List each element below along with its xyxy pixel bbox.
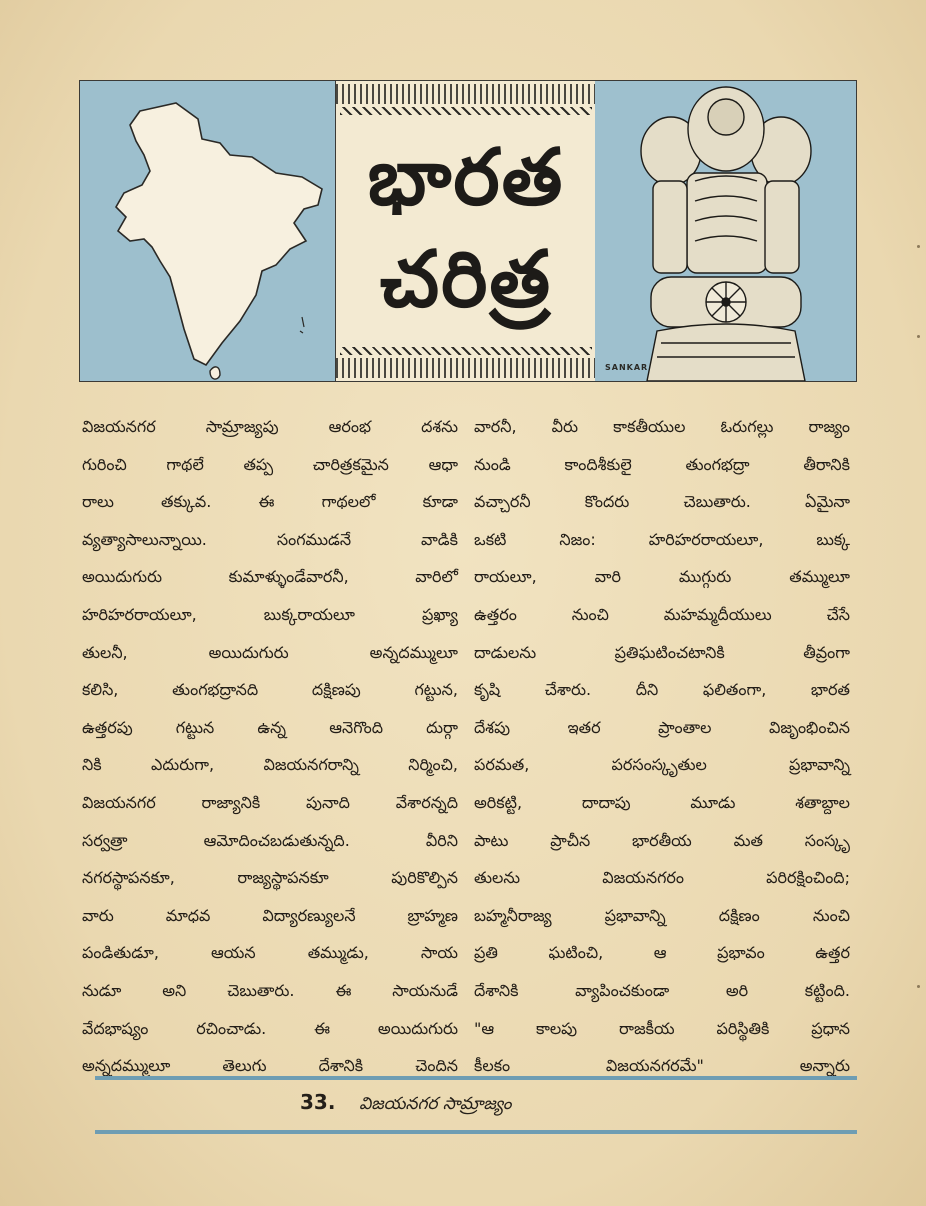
text-line: కృషి చేశారు. దీని ఫలితంగా, భారత xyxy=(474,680,850,700)
page-title-line1: భారత xyxy=(367,132,565,223)
ornament-border-top xyxy=(336,84,596,104)
text-line: దాడులను ప్రతిఘటించటానికి తీవ్రంగా xyxy=(474,642,850,662)
artist-signature: SANKAR xyxy=(605,363,649,372)
text-line: దేశానికి వ్యాపించకుండా అరి కట్టింది. xyxy=(474,980,850,1000)
text-line: వారనీ, వీరు కాకతీయుల ఓరుగల్లు రాజ్యం xyxy=(474,417,850,436)
footer-rule-top xyxy=(95,1076,857,1080)
india-map-panel xyxy=(80,81,335,381)
text-line: ఉత్తరపు గట్టున ఉన్న ఆనెగొంది దుర్గా xyxy=(82,717,458,737)
paper-speck xyxy=(917,335,920,338)
text-line: నుడూ అని చెబుతారు. ఈ సాయనుడే xyxy=(82,980,458,1000)
text-line: నుండి కాందిశీకులై తుంగభద్రా తీరానికి xyxy=(474,454,850,474)
text-line: ఉత్తరం నుంచి మహమ్మదీయులు చేసే xyxy=(474,604,850,624)
text-line: నికి ఎదురుగా, విజయనగరాన్ని నిర్మించి, xyxy=(82,755,458,775)
page-number: 33. xyxy=(300,1090,336,1114)
text-line: రాయలూ, వారి ముగ్గురు తమ్ములూ xyxy=(474,567,850,587)
india-map-icon xyxy=(80,81,335,381)
footer-rule-bottom xyxy=(95,1130,857,1134)
text-line: కీలకం విజయనగరమే" అన్నారు xyxy=(474,1056,850,1076)
text-line: అయిదుగురు కుమాళ్ళుండేవారనీ, వారిలో xyxy=(82,567,458,587)
paper-speck xyxy=(917,245,920,248)
header-banner xyxy=(79,80,857,382)
page-title-line2: చరిత్ర xyxy=(379,234,553,325)
text-line: తులనీ, అయిదుగురు అన్నదమ్ములూ xyxy=(82,642,458,662)
text-line: పాటు ప్రాచీన భారతీయ మత సంస్కృ xyxy=(474,830,850,850)
text-line: పండితుడూ, ఆయన తమ్ముడు, సాయ xyxy=(82,943,458,963)
emblem-panel xyxy=(595,81,856,381)
text-line: నగరస్థాపనకూ, రాజ్యస్థాపనకూ పురికొల్పిన xyxy=(82,868,458,888)
text-line: ప్రతి ఘటించి, ఆ ప్రభావం ఉత్తర xyxy=(474,943,850,963)
text-column-left xyxy=(82,408,458,1085)
ornament-border-bottom xyxy=(336,358,596,378)
text-line: అరికట్టి, దాదాపు మూడు శతాబ్దాల xyxy=(474,792,850,812)
text-line: వారు మాధవ విద్యారణ్యులనే బ్రాహ్మణ xyxy=(82,905,458,925)
page-footer xyxy=(300,1090,512,1120)
chapter-title: విజయనగర సామ్రాజ్యం xyxy=(359,1094,512,1114)
text-line: పరమత, పరసంస్కృతుల ప్రభావాన్ని xyxy=(474,755,850,775)
text-line: గురించి గాథలే తప్ప చారిత్రకమైన ఆధా xyxy=(82,454,458,474)
ornament-pattern-bottom xyxy=(340,347,592,355)
text-line: కలిసి, తుంగభద్రానది దక్షిణపు గట్టున, xyxy=(82,680,458,700)
text-line: ఒకటి నిజం: హరిహరరాయలూ, బుక్క xyxy=(474,529,850,549)
text-line: దేశపు ఇతర ప్రాంతాల విజృంభించిన xyxy=(474,717,850,737)
text-line: అన్నదమ్ములూ తెలుగు దేశానికి చెందిన xyxy=(82,1056,458,1076)
text-line: వ్యత్యాసాలున్నాయి. సంగముడనే వాడికి xyxy=(82,529,458,549)
paper-speck xyxy=(917,985,920,988)
text-line: విజయనగర రాజ్యానికి పునాది వేశారన్నది xyxy=(82,792,458,812)
text-line: "ఆ కాలపు రాజకీయ పరిస్థితికి ప్రధాన xyxy=(474,1018,850,1038)
text-line: విజయనగర సామ్రాజ్యపు ఆరంభ దశను xyxy=(82,417,458,436)
text-line: తులను విజయనగరం పరిరక్షించింది; xyxy=(474,868,850,888)
text-line: హరిహరరాయలూ, బుక్కరాయలూ ప్రఖ్యా xyxy=(82,604,458,624)
ornament-pattern-top xyxy=(340,107,592,115)
text-line: వచ్చారనీ కొందరు చెబుతారు. ఏమైనా xyxy=(474,492,850,512)
lion-capital-icon xyxy=(595,81,856,381)
text-column-right xyxy=(474,408,850,1085)
text-line: రాలు తక్కువ. ఈ గాథలలో కూడా xyxy=(82,492,458,512)
text-line: బహ్మనీరాజ్య ప్రభావాన్ని దక్షిణం నుంచి xyxy=(474,905,850,925)
text-line: వేదభాష్యం రచించాడు. ఈ అయిదుగురు xyxy=(82,1018,458,1038)
text-line: సర్వత్రా ఆమోదించబడుతున్నది. వీరిని xyxy=(82,830,458,850)
title-panel xyxy=(335,81,597,381)
